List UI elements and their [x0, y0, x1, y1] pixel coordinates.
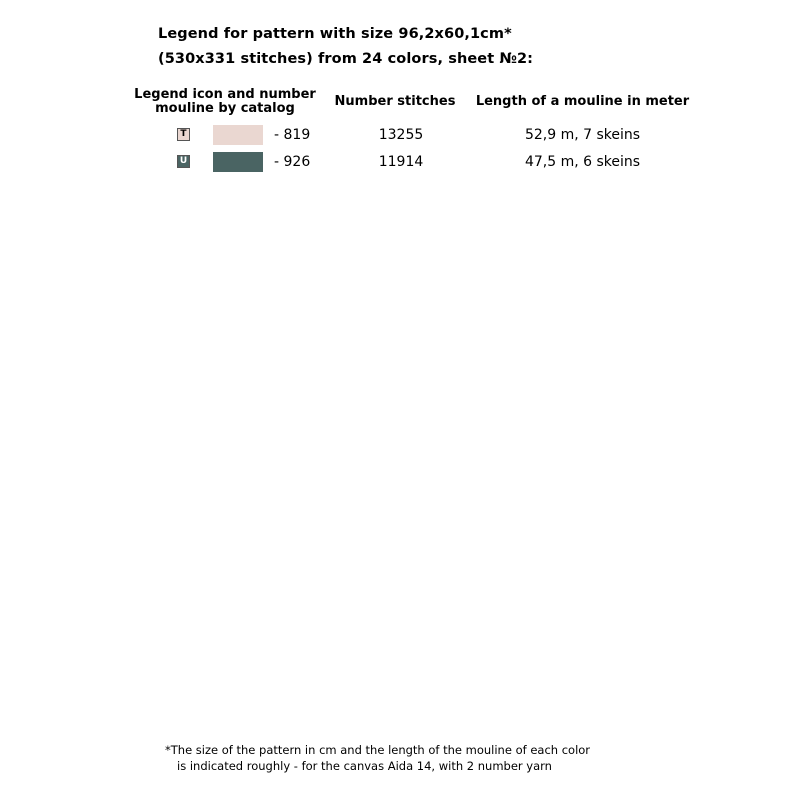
column-header-stitches: Number stitches [334, 94, 456, 109]
color-swatch [213, 125, 263, 145]
mouline-code: - 926 [274, 154, 311, 170]
mouline-length: 52,9 m, 7 skeins [524, 127, 641, 143]
column-header-icon-line-2: mouline by catalog [155, 101, 295, 116]
legend-row [0, 151, 800, 175]
column-header-icon-line-1: Legend icon and number [134, 87, 316, 102]
color-swatch [213, 152, 263, 172]
mouline-code: - 819 [274, 127, 311, 143]
legend-row [0, 124, 800, 148]
footnote [165, 742, 590, 774]
column-header-icon [130, 88, 320, 116]
footnote-line-2: is indicated roughly - for the canvas Aida 14, with 2 number yarn [177, 759, 552, 773]
column-header-length: Length of a mouline in meter [475, 94, 690, 109]
legend-title-line-1: Legend for pattern with size 96,2x60,1cm* [158, 26, 512, 42]
stitch-symbol-icon: T [177, 128, 190, 141]
stitch-symbol-icon: U [177, 155, 190, 168]
stitch-count: 13255 [378, 127, 424, 143]
legend-title [158, 22, 533, 72]
mouline-length: 47,5 m, 6 skeins [524, 154, 641, 170]
footnote-line-1: *The size of the pattern in cm and the length of the mouline of each color [165, 743, 591, 757]
legend-title-line-2: (530x331 stitches) from 24 colors, sheet №2: [158, 51, 534, 67]
stitch-count: 11914 [378, 154, 424, 170]
